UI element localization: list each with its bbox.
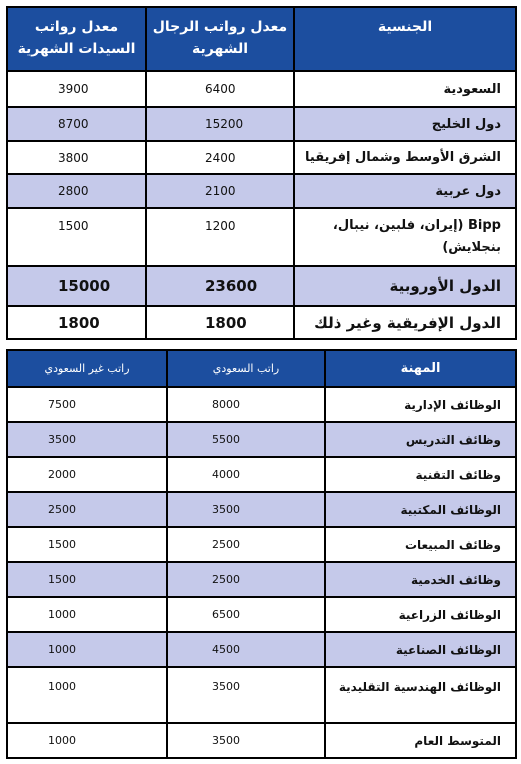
table-row: [7, 422, 516, 457]
table-row: [7, 141, 516, 174]
occupation-cell: المتوسط العام: [325, 723, 516, 758]
men-salary-cell: 23600: [146, 266, 294, 306]
header-occupation: المهنة: [325, 350, 516, 387]
header-women-salary: معدل رواتب السيدات الشهرية: [7, 7, 146, 71]
women-salary-cell: 15000: [7, 266, 146, 306]
men-salary-cell: 15200: [146, 107, 294, 141]
women-salary-cell: 1800: [7, 306, 146, 339]
non-saudi-salary-cell: 3500: [7, 422, 167, 457]
table-header-row: [7, 7, 516, 71]
non-saudi-salary-cell: 1500: [7, 562, 167, 597]
non-saudi-salary-cell: 1000: [7, 597, 167, 632]
table-row: [7, 667, 516, 723]
saudi-salary-cell: 4500: [167, 632, 325, 667]
nationality-cell: الدول الإفريقية وغير ذلك: [294, 306, 516, 339]
men-salary-cell: 1200: [146, 208, 294, 266]
saudi-salary-cell: 3500: [167, 492, 325, 527]
table-row: [7, 306, 516, 339]
table-row: [7, 597, 516, 632]
saudi-salary-cell: 4000: [167, 457, 325, 492]
saudi-salary-cell: 6500: [167, 597, 325, 632]
nationality-cell: دول الخليج: [294, 107, 516, 141]
salary-by-occupation-table: [6, 349, 517, 759]
table-row: [7, 492, 516, 527]
non-saudi-salary-cell: 1500: [7, 527, 167, 562]
men-salary-cell: 2400: [146, 141, 294, 174]
saudi-salary-cell: 2500: [167, 562, 325, 597]
table-header-row: [7, 350, 516, 387]
occupation-cell: وظائف المبيعات: [325, 527, 516, 562]
men-salary-cell: 1800: [146, 306, 294, 339]
occupation-cell: الوظائف الهندسية التقليدية: [325, 667, 516, 723]
non-saudi-salary-cell: 1000: [7, 667, 167, 723]
occupation-cell: الوظائف المكتبية: [325, 492, 516, 527]
non-saudi-salary-cell: 2000: [7, 457, 167, 492]
saudi-salary-cell: 3500: [167, 723, 325, 758]
occupation-cell: وظائف التقنية: [325, 457, 516, 492]
occupation-cell: الوظائف الإدارية: [325, 387, 516, 422]
non-saudi-salary-cell: 7500: [7, 387, 167, 422]
table-row: [7, 562, 516, 597]
table-row: [7, 107, 516, 141]
table-row: [7, 71, 516, 107]
women-salary-cell: 3800: [7, 141, 146, 174]
table-row: [7, 266, 516, 306]
nationality-cell: السعودية: [294, 71, 516, 107]
non-saudi-salary-cell: 1000: [7, 723, 167, 758]
nationality-cell: الشرق الأوسط وشمال إفريقيا: [294, 141, 516, 174]
men-salary-cell: 6400: [146, 71, 294, 107]
women-salary-cell: 2800: [7, 174, 146, 208]
men-salary-cell: 2100: [146, 174, 294, 208]
header-men-salary: معدل رواتب الرجال الشهرية: [146, 7, 294, 71]
header-non-saudi-salary: راتب غير السعودي: [7, 350, 167, 387]
salary-by-nationality-table: [6, 6, 517, 340]
women-salary-cell: 8700: [7, 107, 146, 141]
occupation-cell: الوظائف الصناعية: [325, 632, 516, 667]
nationality-cell: دول عربية: [294, 174, 516, 208]
women-salary-cell: 1500: [7, 208, 146, 266]
table-row: [7, 208, 516, 266]
table-row: [7, 387, 516, 422]
table-row: [7, 527, 516, 562]
occupation-cell: وظائف الخدمية: [325, 562, 516, 597]
saudi-salary-cell: 5500: [167, 422, 325, 457]
non-saudi-salary-cell: 1000: [7, 632, 167, 667]
non-saudi-salary-cell: 2500: [7, 492, 167, 527]
table-row: [7, 632, 516, 667]
saudi-salary-cell: 2500: [167, 527, 325, 562]
table-row: [7, 174, 516, 208]
header-saudi-salary: راتب السعودي: [167, 350, 325, 387]
nationality-cell: الدول الأوروبية: [294, 266, 516, 306]
saudi-salary-cell: 8000: [167, 387, 325, 422]
table-row: [7, 457, 516, 492]
occupation-cell: وظائف التدريس: [325, 422, 516, 457]
header-nationality: الجنسية: [294, 7, 516, 71]
saudi-salary-cell: 3500: [167, 667, 325, 723]
women-salary-cell: 3900: [7, 71, 146, 107]
table-row: [7, 723, 516, 758]
nationality-cell: Bipp (إيران، فلبين، نيبال، بنجلايش): [294, 208, 516, 266]
occupation-cell: الوظائف الزراعية: [325, 597, 516, 632]
